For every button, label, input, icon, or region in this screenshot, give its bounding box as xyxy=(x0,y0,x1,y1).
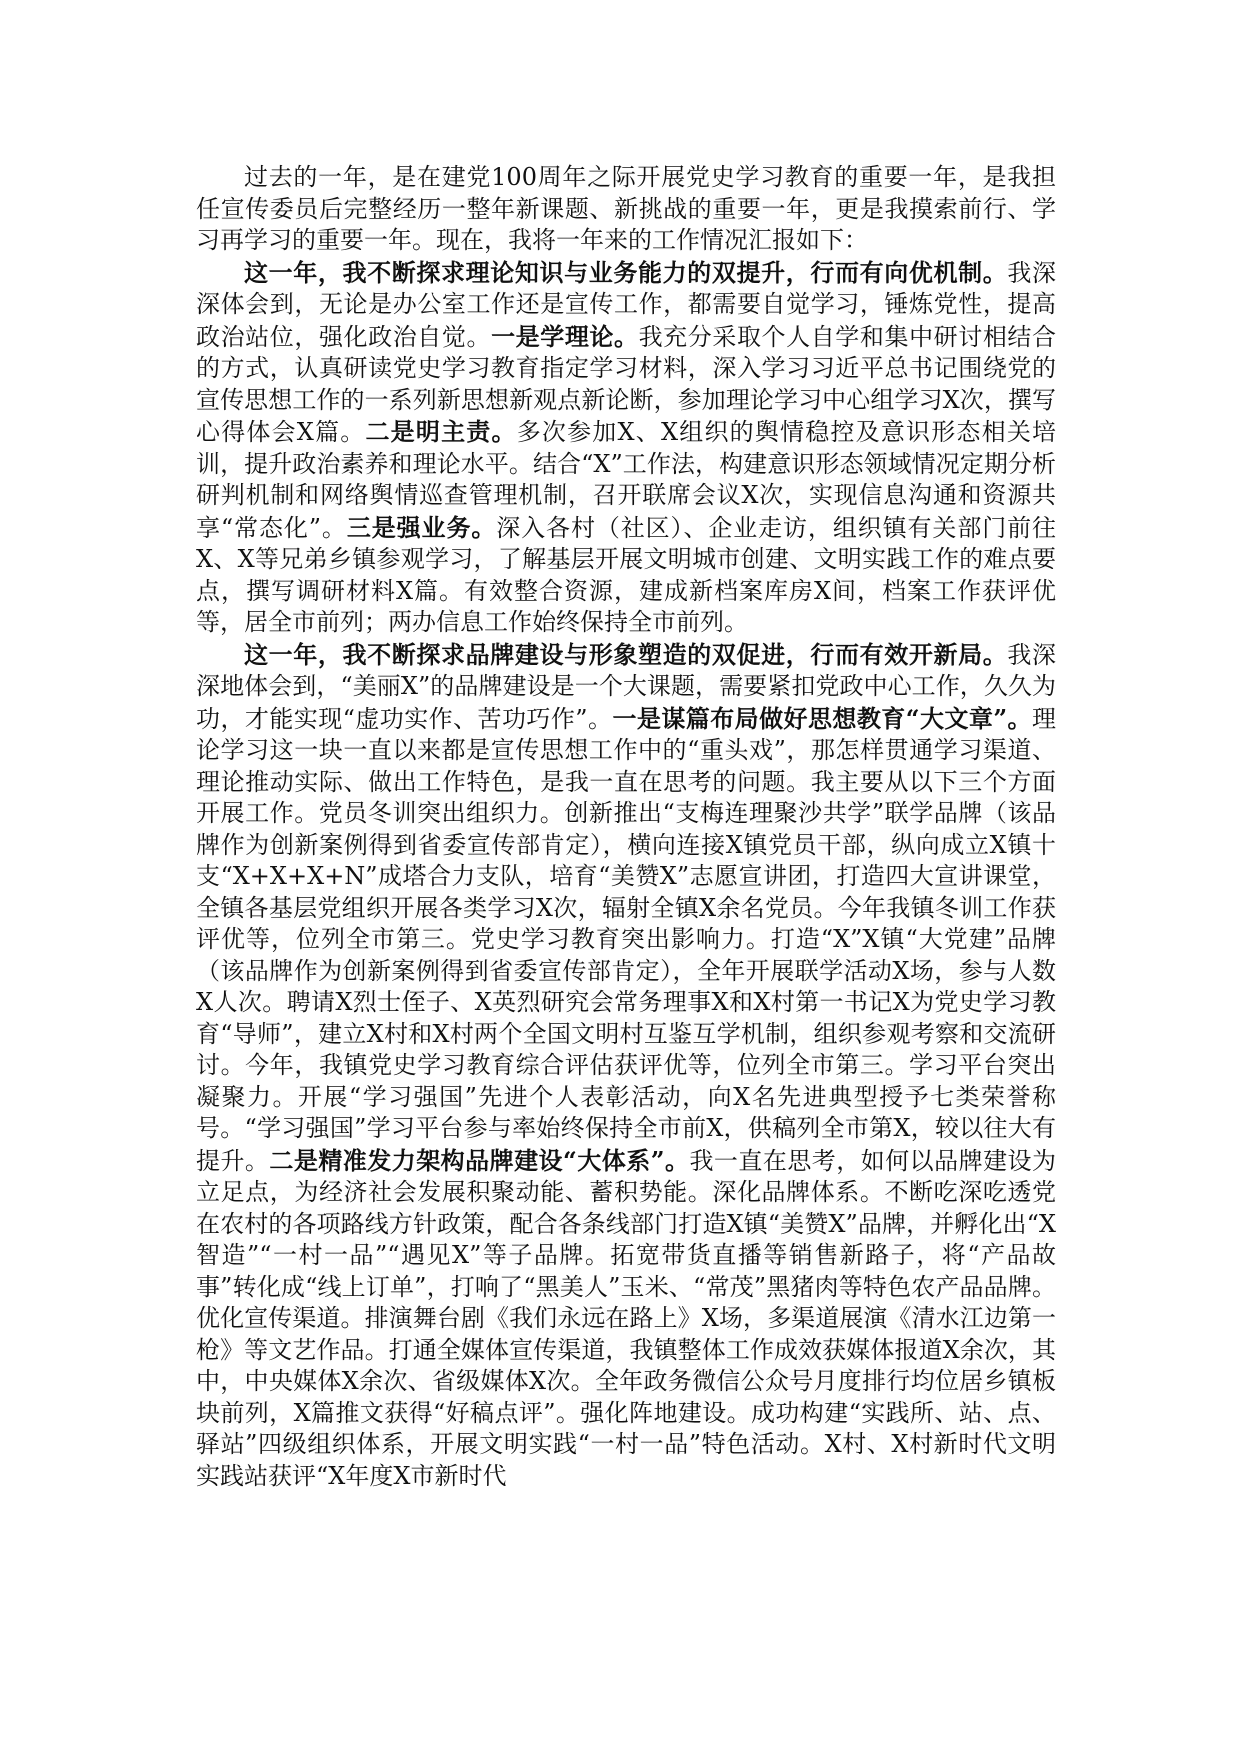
point-heading: 一是谋篇布局做好思想教育“大文章”。 xyxy=(612,703,1032,733)
section-heading: 这一年，我不断探求理论知识与业务能力的双提升，行而有向优机制。 xyxy=(244,257,1008,287)
body-text: 深入各村（社区）、企业走访，组织镇有关部门前往X、X等兄弟乡镇参观学习，了解基层开展文明城市创建、文明实践工作的难点要点，撰写调研材料X篇。有效整合资源，建成新档案库房X间，档案工作获评优等，居全市前列；两办信息工作始终保持全市前列。 xyxy=(196,513,1057,636)
body-text: 我充分采取个人自学和集中研讨相结合的方式，认真研读党史学习教育指定学习材料，深入学习习近平总书记围绕党的宣传思想工作的一系列新思想新观点新论断，参加理论学习中心组学习X次，撰写心得体会X篇。 xyxy=(196,322,1057,446)
point-heading: 二是明主责。 xyxy=(365,417,517,446)
body-text: 理论学习这一块一直以来都是宣传思想工作中的“重头戏”，那怎样贯通学习渠道、理论推动实际、做出工作特色，是我一直在思考的问题。我主要从以下三个方面开展工作。党员冬训突出组织力。创新推出“支梅连理聚沙共学”联学品牌（该品牌作为创新案例得到省委宣传部肯定），横向连接X镇党员干部，纵向成立X镇十支“X+X+X+N”成塔合力支队，培育“美赞X”志愿宣讲团，打造四大宣讲课堂，全镇各基层党组织开展各类学习X次，辐射全镇X余名党员。今年我镇冬训工作获评优等，位列全市第三。党史学习教育突出影响力。打造“X”X镇“大党建”品牌（该品牌作为创新案例得到省委宣传部肯定），全年开展联学活动X场，参与人数X人次。聘请X烈士侄子、X英烈研究会常务理事X和X村第一书记X为党史学习教育“导师”，建立X村和X村两个全国文明村互鉴互学机制，组织参观考察和交流研讨。今年，我镇党史学习教育综合评估获评优等，位列全市第三。学习平台突出凝聚力。开展“学习强国”先进个人表彰活动，向X名先进典型授予七类荣誉称号。“学习强国”学习平台参与率始终保持全市前X，供稿列全市第X，较以往大有提升。 xyxy=(196,704,1056,1175)
body-text: 我深深体会到，无论是办公室工作还是宣传工作，都需要自觉学习，锤炼党性，提高政治站位，强化政治自觉。 xyxy=(196,258,1056,351)
point-heading: 一是学理论。 xyxy=(491,321,639,351)
document-page xyxy=(196,162,1056,1492)
point-heading: 三是强业务。 xyxy=(346,512,497,542)
paragraph-intro xyxy=(196,162,1056,257)
paragraph-brand xyxy=(196,639,1056,1493)
body-text: 多次参加X、X组织的舆情稳控及意识形态相关培训，提升政治素养和理论水平。结合“X”工作法，构建意识形态领域情况定期分析研判机制和网络舆情巡查管理机制，召开联席会议X次，实现信息沟通和资源共享“常态化”。 xyxy=(196,418,1057,542)
section-heading: 这一年，我不断探求品牌建设与形象塑造的双促进，行而有效开新局。 xyxy=(244,639,1008,669)
body-text: 我一直在思考，如何以品牌建设为立足点，为经济社会发展积聚动能、蓄积势能。深化品牌体系。不断吃深吃透党在农村的各项路线方针政策，配合各条线部门打造X镇“美赞X”品牌，并孵化出“X智造”“一村一品”“遇见X”等子品牌。拓宽带货直播等销售新路子，将“产品故事”转化成“线上订单”，打响了“黑美人”玉米、“常茂”黑猪肉等特色农产品品牌。优化宣传渠道。排演舞台剧《我们永远在路上》X场，多渠道展演《清水江边第一枪》等文艺作品。打通全媒体宣传渠道，我镇整体工作成效获媒体报道X余次，其中，中央媒体X余次、省级媒体X次。全年政务微信公众号月度排行均位居乡镇板块前列，X篇推文获得“好稿点评”。强化阵地建设。成功构建“实践所、站、点、驿站”四级组织体系，开展文明实践“一村一品”特色活动。X村、X村新时代文明实践站获评“X年度X市新时代 xyxy=(196,1146,1057,1490)
intro-text: 过去的一年，是在建党100周年之际开展党史学习教育的重要一年，是我担任宣传委员后完整经历一整年新课题、新挑战的重要一年，更是我摸索前行、学习再学习的重要一年。现在，我将一年来的工作情况汇报如下： xyxy=(196,163,1056,254)
paragraph-theory xyxy=(196,257,1056,639)
point-heading: 二是精准发力架构品牌建设“大体系”。 xyxy=(269,1145,690,1175)
body-text: 我深深地体会到，“美丽X”的品牌建设是一个大课题，需要紧扣党政中心工作，久久为功，才能实现“虚功实作、苦功巧作”。 xyxy=(196,640,1056,733)
